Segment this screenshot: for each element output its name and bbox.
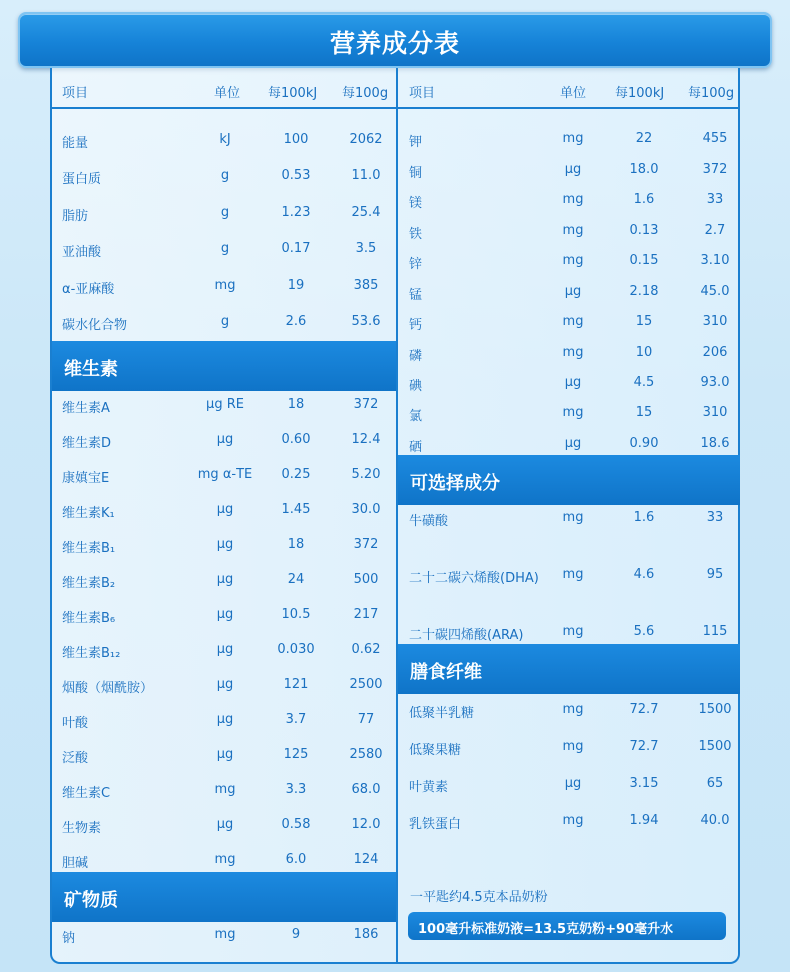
section-minerals: 矿物质 xyxy=(52,872,396,922)
table-row-v2: 217 xyxy=(353,607,379,622)
header-underline-left xyxy=(52,107,396,109)
table-row-v1: 72.7 xyxy=(629,739,659,754)
table-row-v1: 18 xyxy=(287,537,305,552)
table-row-v2: 1500 xyxy=(698,702,732,717)
table-row-unit: μg xyxy=(564,776,582,791)
table-row-name: 脂肪 xyxy=(62,209,89,224)
table-row-name: 维生素B₁₂ xyxy=(62,646,121,661)
table-row-name: 氯 xyxy=(409,409,423,424)
page-title: 营养成分表 xyxy=(329,29,460,58)
table-row-v2: 2500 xyxy=(349,677,383,692)
header-item-right: 项目 xyxy=(409,86,436,101)
reconstitution-note: 100毫升标准奶液=13.5克奶粉+90毫升水 xyxy=(408,912,726,940)
table-row-v2: 3.5 xyxy=(355,241,377,256)
table-row-v2: 2.7 xyxy=(704,223,726,238)
table-row-v2: 65 xyxy=(706,776,724,791)
table-row-v1: 18.0 xyxy=(629,162,659,177)
table-row-v1: 0.58 xyxy=(281,817,311,832)
table-row-unit: mg xyxy=(562,223,584,238)
table-row-v1: 0.53 xyxy=(281,168,311,183)
table-row-name: 磷 xyxy=(409,349,423,364)
header-item-left: 项目 xyxy=(62,86,89,101)
table-row-name: 碳水化合物 xyxy=(62,318,128,333)
table-row-unit: μg xyxy=(216,432,234,447)
table-row-name: 生物素 xyxy=(62,821,102,836)
table-row-v2: 1500 xyxy=(698,739,732,754)
table-row-name: 维生素A xyxy=(62,401,110,416)
table-row-v1: 2.18 xyxy=(629,284,659,299)
table-row-v2: 12.4 xyxy=(351,432,381,447)
table-row-v1: 19 xyxy=(287,278,305,293)
table-row-name: 牛磺酸 xyxy=(409,514,449,529)
table-row-unit: mg xyxy=(562,405,584,420)
table-row-v1: 9 xyxy=(291,927,301,942)
table-row-v1: 5.6 xyxy=(633,624,655,639)
table-row-v1: 3.15 xyxy=(629,776,659,791)
table-row-v1: 1.45 xyxy=(281,502,311,517)
table-row-v2: 12.0 xyxy=(351,817,381,832)
table-row-v2: 385 xyxy=(353,278,379,293)
table-row-v2: 500 xyxy=(353,572,379,587)
table-row-v2: 2580 xyxy=(349,747,383,762)
table-row-unit: μg xyxy=(216,817,234,832)
table-row-v1: 22 xyxy=(635,131,653,146)
table-row-v2: 5.20 xyxy=(351,467,381,482)
table-row-v2: 124 xyxy=(353,852,379,867)
table-row-v1: 2.6 xyxy=(285,314,307,329)
table-row-name: 碘 xyxy=(409,379,423,394)
table-row-unit: kJ xyxy=(219,132,231,147)
table-row-v2: 3.10 xyxy=(700,253,730,268)
table-row-unit: g xyxy=(220,241,230,256)
table-row-v1: 0.13 xyxy=(629,223,659,238)
table-row-v2: 53.6 xyxy=(351,314,381,329)
table-row-name: 二十二碳六烯酸(DHA) xyxy=(409,571,539,586)
table-row-v2: 310 xyxy=(702,405,728,420)
table-row-v1: 3.7 xyxy=(285,712,307,727)
table-row-v2: 25.4 xyxy=(351,205,381,220)
table-row-v2: 95 xyxy=(706,567,724,582)
table-row-v1: 24 xyxy=(287,572,305,587)
table-row-v2: 372 xyxy=(353,397,379,412)
table-row-name: 硒 xyxy=(409,440,423,455)
table-row-v1: 18 xyxy=(287,397,305,412)
table-row-unit: mg xyxy=(214,927,236,942)
table-row-v2: 33 xyxy=(706,192,724,207)
table-row-v2: 93.0 xyxy=(700,375,730,390)
table-row-v2: 30.0 xyxy=(351,502,381,517)
table-row-name: 钾 xyxy=(409,135,423,150)
table-row-name: 维生素B₆ xyxy=(62,611,116,626)
table-row-v1: 10 xyxy=(635,345,653,360)
table-row-v2: 11.0 xyxy=(351,168,381,183)
table-row-name: 钠 xyxy=(62,931,76,946)
section-dietary-fiber: 膳食纤维 xyxy=(398,644,740,694)
table-row-v2: 2062 xyxy=(349,132,383,147)
table-row-v2: 40.0 xyxy=(700,813,730,828)
table-row-v2: 455 xyxy=(702,131,728,146)
table-row-v1: 0.030 xyxy=(277,642,315,657)
table-row-unit: μg xyxy=(216,712,234,727)
table-row-unit: mg xyxy=(562,702,584,717)
table-row-name: 铁 xyxy=(409,227,423,242)
table-row-unit: mg α-TE xyxy=(197,467,253,482)
table-row-name: 能量 xyxy=(62,136,89,151)
table-row-v1: 1.6 xyxy=(633,192,655,207)
table-row-v2: 186 xyxy=(353,927,379,942)
table-row-v1: 3.3 xyxy=(285,782,307,797)
table-row-unit: μg xyxy=(216,677,234,692)
table-row-name: 泛酸 xyxy=(62,751,89,766)
table-row-name: 二十碳四烯酸(ARA) xyxy=(409,628,524,643)
table-row-v1: 0.25 xyxy=(281,467,311,482)
table-row-name: 低聚果糖 xyxy=(409,743,462,758)
table-row-unit: mg xyxy=(562,813,584,828)
table-row-name: 维生素B₂ xyxy=(62,576,116,591)
table-row-v1: 0.60 xyxy=(281,432,311,447)
table-row-v1: 100 xyxy=(283,132,309,147)
header-per-kj-left: 每100kJ xyxy=(268,86,318,101)
table-row-unit: mg xyxy=(562,314,584,329)
table-row-v2: 372 xyxy=(702,162,728,177)
table-row-v2: 77 xyxy=(357,712,375,727)
table-row-unit: mg xyxy=(562,192,584,207)
table-row-unit: mg xyxy=(562,510,584,525)
table-row-unit: mg xyxy=(562,739,584,754)
table-row-unit: mg xyxy=(562,131,584,146)
header-underline-right xyxy=(398,107,738,109)
table-row-unit: mg xyxy=(214,278,236,293)
table-row-unit: μg xyxy=(564,284,582,299)
header-unit-right: 单位 xyxy=(560,86,587,101)
table-row-v2: 115 xyxy=(702,624,728,639)
header-unit-left: 单位 xyxy=(214,86,241,101)
table-row-v1: 15 xyxy=(635,314,653,329)
header-per-g-left: 每100g xyxy=(342,86,389,101)
table-row-v2: 0.62 xyxy=(351,642,381,657)
table-row-unit: μg RE xyxy=(206,397,244,412)
table-row-name: 乳铁蛋白 xyxy=(409,817,462,832)
table-row-unit: mg xyxy=(214,782,236,797)
table-row-unit: mg xyxy=(214,852,236,867)
table-row-name: 锌 xyxy=(409,257,423,272)
title-bar xyxy=(18,12,772,68)
table-row-name: 锰 xyxy=(409,288,423,303)
table-row-name: 维生素D xyxy=(62,436,112,451)
table-row-v1: 0.17 xyxy=(281,241,311,256)
table-row-v1: 4.6 xyxy=(633,567,655,582)
table-row-name: 低聚半乳糖 xyxy=(409,706,475,721)
table-row-v2: 18.6 xyxy=(700,436,730,451)
table-row-unit: μg xyxy=(216,747,234,762)
header-per-g-right: 每100g xyxy=(688,86,735,101)
table-row-v2: 45.0 xyxy=(700,284,730,299)
table-row-name: 维生素C xyxy=(62,786,111,801)
table-row-v2: 68.0 xyxy=(351,782,381,797)
table-row-unit: g xyxy=(220,314,230,329)
table-row-unit: μg xyxy=(216,642,234,657)
table-row-v1: 1.23 xyxy=(281,205,311,220)
table-row-name: 叶酸 xyxy=(62,716,89,731)
table-row-name: 亚油酸 xyxy=(62,245,102,260)
table-row-v1: 121 xyxy=(283,677,309,692)
table-row-v2: 372 xyxy=(353,537,379,552)
table-row-unit: μg xyxy=(564,436,582,451)
table-row-v1: 15 xyxy=(635,405,653,420)
table-row-unit: mg xyxy=(562,345,584,360)
table-row-unit: g xyxy=(220,168,230,183)
table-row-v1: 0.90 xyxy=(629,436,659,451)
table-row-unit: μg xyxy=(564,375,582,390)
table-row-name: 维生素K₁ xyxy=(62,506,115,521)
table-row-unit: μg xyxy=(216,537,234,552)
table-row-unit: μg xyxy=(216,607,234,622)
table-row-name: 镁 xyxy=(409,196,423,211)
table-row-name: 胆碱 xyxy=(62,856,89,871)
table-row-v1: 1.6 xyxy=(633,510,655,525)
table-row-v1: 0.15 xyxy=(629,253,659,268)
table-row-v1: 6.0 xyxy=(285,852,307,867)
scoop-note: 一平匙约4.5克本品奶粉 xyxy=(410,890,548,905)
table-row-unit: mg xyxy=(562,253,584,268)
table-row-unit: μg xyxy=(564,162,582,177)
table-row-unit: μg xyxy=(216,502,234,517)
table-row-name: 康嫃宝E xyxy=(62,471,110,486)
table-row-name: 维生素B₁ xyxy=(62,541,116,556)
table-row-name: 蛋白质 xyxy=(62,172,102,187)
section-vitamins: 维生素 xyxy=(52,341,396,391)
table-row-name: 烟酸（烟酰胺） xyxy=(62,681,154,696)
table-row-name: 叶黄素 xyxy=(409,780,449,795)
table-row-name: 铜 xyxy=(409,166,423,181)
table-row-v1: 1.94 xyxy=(629,813,659,828)
table-row-v2: 206 xyxy=(702,345,728,360)
table-row-unit: μg xyxy=(216,572,234,587)
table-row-v2: 310 xyxy=(702,314,728,329)
table-row-unit: mg xyxy=(562,624,584,639)
table-row-v1: 72.7 xyxy=(629,702,659,717)
header-per-kj-right: 每100kJ xyxy=(615,86,665,101)
table-row-v1: 10.5 xyxy=(281,607,311,622)
table-row-v2: 33 xyxy=(706,510,724,525)
table-row-v1: 4.5 xyxy=(633,375,655,390)
section-optional: 可选择成分 xyxy=(398,455,740,505)
table-row-v1: 125 xyxy=(283,747,309,762)
table-row-name: 钙 xyxy=(409,318,423,333)
table-row-unit: g xyxy=(220,205,230,220)
table-row-unit: mg xyxy=(562,567,584,582)
table-row-name: α-亚麻酸 xyxy=(62,282,115,297)
